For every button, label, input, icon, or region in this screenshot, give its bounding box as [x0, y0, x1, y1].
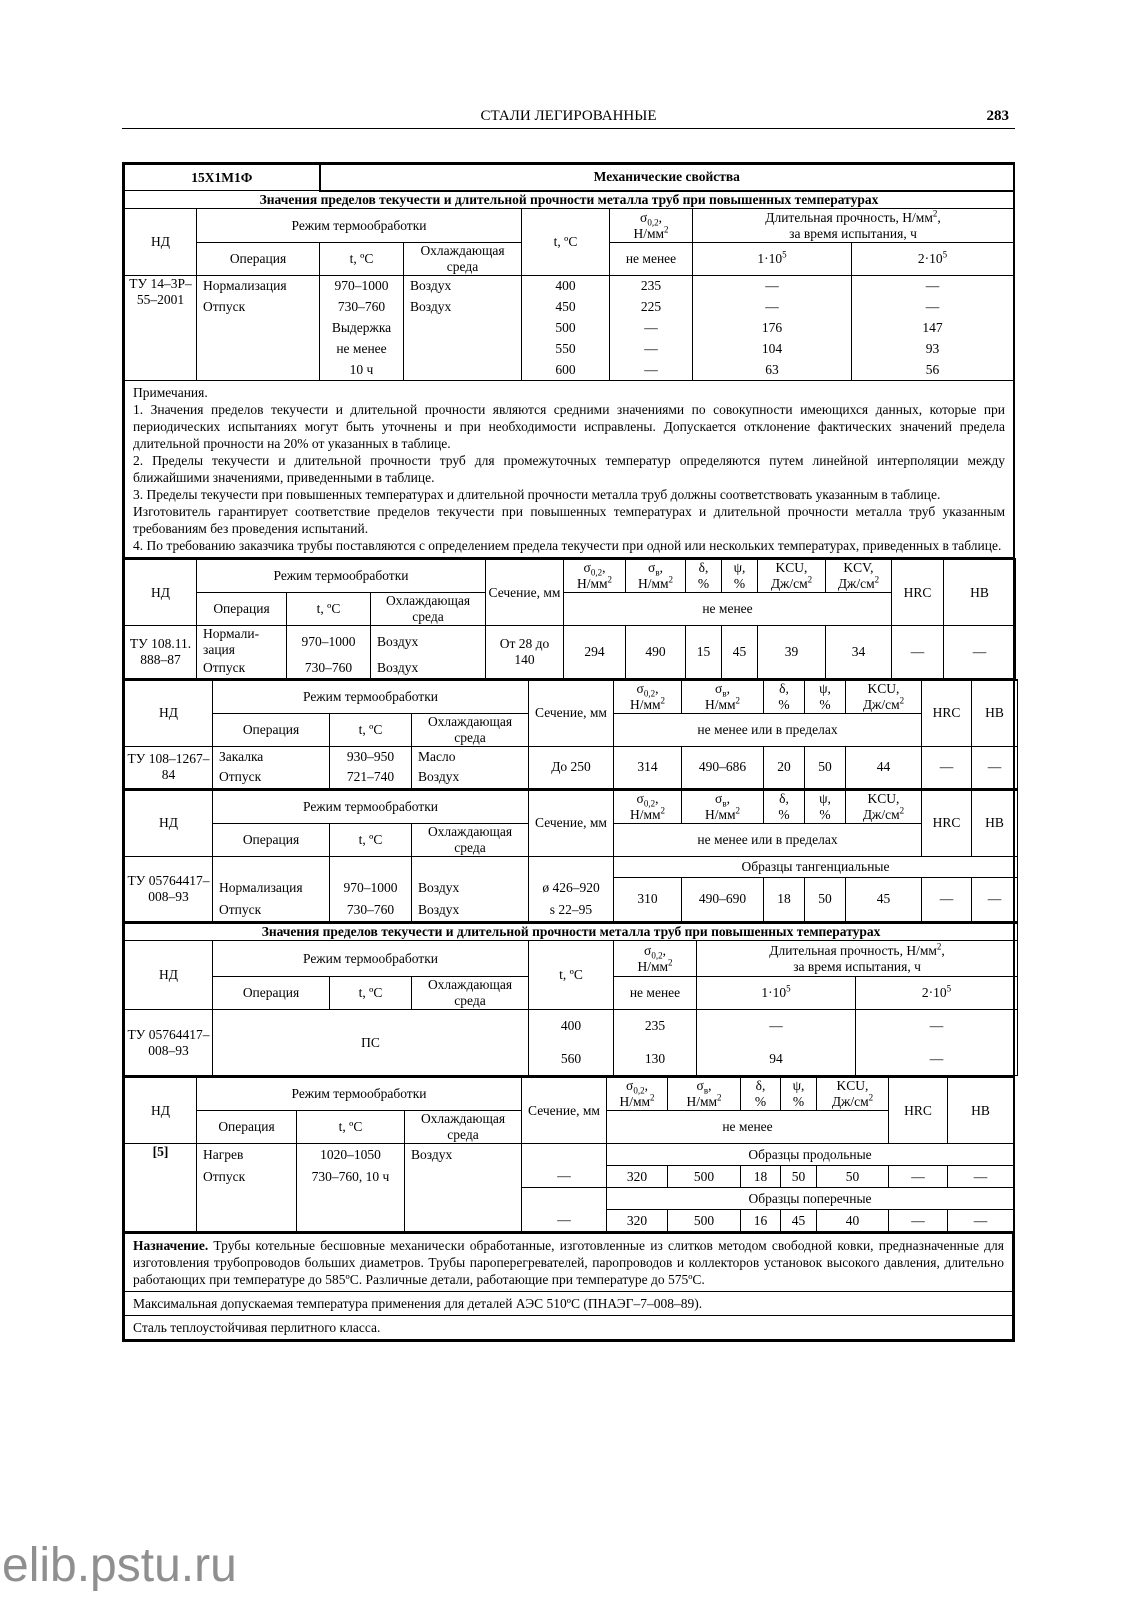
col-section: Сечение, мм — [522, 1077, 607, 1144]
col-section: Сечение, мм — [529, 680, 614, 747]
note-5: 4. По требованию заказчика трубы поставляются с определением предела текучести при одной или нескольких температурах, приведенных в таблице. — [133, 538, 1002, 553]
t1-cell: 400 — [522, 276, 610, 297]
t6-cell: 16 — [741, 1210, 781, 1232]
t6-cell: — — [522, 1210, 607, 1232]
purpose-main — [133, 1237, 1004, 1288]
t1-op-1: Отпуск — [197, 297, 320, 318]
t6-cell: 45 — [781, 1210, 817, 1232]
t6-env-0: Воздух — [405, 1144, 522, 1166]
t6-blank — [405, 1210, 522, 1232]
col-hb: НВ — [944, 559, 1016, 626]
table1-title: Значения пределов текучести и длительной прочности металла труб при повышенных температурах — [125, 191, 1014, 209]
table-mech-tu-108-1267 — [124, 679, 1018, 789]
col-mode: Режим термообработки — [197, 1077, 522, 1111]
t6-blank — [522, 1144, 607, 1166]
t6-cell: — — [948, 1166, 1014, 1188]
t4-blank — [412, 856, 529, 877]
t1-cell: — — [693, 276, 852, 297]
t2-cell: 39 — [758, 626, 826, 679]
t3-nd: ТУ 108–1267–84 — [125, 746, 213, 788]
col-env: Охлаждающая среда — [405, 1111, 522, 1144]
table5-title: Значения пределов текучести и длительной прочности металла труб при повышенных температурах — [125, 923, 1018, 941]
table-mech-ref5 — [124, 1076, 1014, 1232]
t5-cell: 400 — [529, 1010, 614, 1043]
t1-cell: — — [610, 318, 693, 339]
t3-cell: 314 — [614, 746, 682, 788]
watermark: elib.pstu.ru — [2, 1539, 237, 1592]
t6-cell: 40 — [817, 1210, 889, 1232]
col-delta: δ, % — [764, 790, 805, 824]
col-operation: Операция — [213, 713, 330, 746]
col-sigma02: $\sigma_{0,2}$, $Н/мм^2$ — [607, 1077, 668, 1111]
t6-cell: — — [889, 1210, 948, 1232]
t1-blank — [404, 318, 522, 339]
t1-cell: 176 — [693, 318, 852, 339]
col-delta: δ, % — [764, 680, 805, 714]
col-nd: НД — [125, 1077, 197, 1144]
col-operation: Операция — [213, 977, 330, 1010]
purpose-line3: Сталь теплоустойчивая перлитного класса. — [125, 1316, 1013, 1340]
t6-blank — [405, 1166, 522, 1188]
t4-t-1: 730–760 — [330, 899, 412, 921]
t6-cell: — — [522, 1166, 607, 1188]
purpose-text: Трубы котельные бесшовные механически обработанные, изготовленные из слитков методом свободной ковки, предназначенные для изготовления трубопроводов больших диаметров. Трубы пароперегревателей, паропроводов и коллекторов установок высокого давления, длительно работающих при температуре до 585ºС. Различные детали, работающие при температуре до 575ºС. — [133, 1238, 1004, 1287]
t2-t-1: 730–760 — [287, 658, 371, 678]
col-hrc: HRC — [889, 1077, 948, 1144]
t5-cell: — — [856, 1010, 1018, 1043]
t4-cell: — — [922, 877, 972, 921]
col-t: t, ºС — [320, 243, 404, 276]
t2-env-0: Воздух — [371, 626, 486, 659]
t4-t-0: 970–1000 — [330, 877, 412, 899]
table-elevated-temp-1 — [124, 164, 1014, 558]
t3-cell: — — [972, 746, 1018, 788]
t1-env-1: Воздух — [404, 297, 522, 318]
t6-cell: 18 — [741, 1166, 781, 1188]
t1-cell: 56 — [852, 360, 1014, 381]
col-hrc: HRC — [922, 680, 972, 747]
col-sigmab: $\sigma_в$, $Н/мм^2$ — [682, 680, 764, 714]
t2-cell: 490 — [626, 626, 686, 679]
t6-op-1: Отпуск — [197, 1166, 297, 1188]
col-2e5: $2\cdot 10^5$ — [852, 243, 1014, 276]
t2-cell: 34 — [826, 626, 892, 679]
col-1e5: $1\cdot 10^5$ — [693, 243, 852, 276]
col-range: не менее или в пределах — [614, 823, 922, 856]
col-env: Охлаждающая среда — [371, 593, 486, 626]
t5-cell: 130 — [614, 1043, 697, 1076]
t1-cell: 550 — [522, 339, 610, 360]
col-kcv: KCV, $Дж/см^2$ — [826, 559, 892, 593]
col-operation: Операция — [197, 243, 320, 276]
purpose-label: Назначение. — [133, 1238, 209, 1253]
steel-card — [122, 162, 1015, 1342]
col-nd: НД — [125, 941, 213, 1010]
t1-nd: ТУ 14–3Р–55–2001 — [125, 276, 197, 381]
t4-cell: 50 — [805, 877, 846, 921]
t3-cell: 44 — [846, 746, 922, 788]
t4-blank — [330, 856, 412, 877]
t5-mode: ПС — [213, 1010, 529, 1076]
col-mode: Режим термообработки — [197, 209, 522, 243]
col-kcu: KCU, $Дж/см^2$ — [817, 1077, 889, 1111]
t2-cell: 15 — [686, 626, 722, 679]
t1-cell: 147 — [852, 318, 1014, 339]
col-sigmab: $\sigma_в$, $Н/мм^2$ — [668, 1077, 741, 1111]
col-sigmab: $\sigma_в$, $Н/мм^2$ — [682, 790, 764, 824]
t5-cell: — — [697, 1010, 856, 1043]
t1-cell: — — [852, 276, 1014, 297]
t4-section-1: s 22–95 — [529, 899, 614, 921]
t3-cell: 490–686 — [682, 746, 764, 788]
note-2: 2. Пределы текучести и длительной прочности труб для промежуточных температур определяются путем линейной интерполяции между ближайшими значениями, приведенными в таблице. — [133, 453, 1006, 485]
col-delta: δ, % — [686, 559, 722, 593]
t6-nd: [5] — [125, 1144, 197, 1232]
t1-t-1: 730–760 — [320, 297, 404, 318]
col-min: не менее — [564, 593, 892, 626]
t6-cell: 50 — [817, 1166, 889, 1188]
t1-op-0: Нормализация — [197, 276, 320, 297]
purpose-block — [125, 1233, 1013, 1292]
t6-cell: 50 — [781, 1166, 817, 1188]
col-t: t, ºС — [287, 593, 371, 626]
t2-cell: 45 — [722, 626, 758, 679]
col-temp: t, ºС — [522, 209, 610, 276]
t3-env-1: Воздух — [412, 767, 529, 788]
col-long-strength: Длительная прочность, $Н/мм^2$, за время испытания, ч — [697, 941, 1018, 977]
col-operation: Операция — [213, 823, 330, 856]
col-min: не менее — [614, 977, 697, 1010]
t1-cell: 450 — [522, 297, 610, 318]
col-t: t, ºС — [330, 823, 412, 856]
col-hb: НВ — [972, 790, 1018, 857]
t4-env-1: Воздух — [412, 899, 529, 921]
t1-t-2: Выдержка — [320, 318, 404, 339]
t1-cell: 104 — [693, 339, 852, 360]
col-hb: НВ — [972, 680, 1018, 747]
t3-section: До 250 — [529, 746, 614, 788]
col-hrc: HRC — [922, 790, 972, 857]
col-kcu: KCU, $Дж/см^2$ — [846, 680, 922, 714]
col-psi: ψ, % — [805, 790, 846, 824]
t6-blank — [197, 1210, 297, 1232]
t4-blank — [529, 856, 614, 877]
page-header — [122, 106, 1015, 129]
t5-cell: — — [856, 1043, 1018, 1076]
t6-t-0: 1020–1050 — [297, 1144, 405, 1166]
table-elevated-temp-2 — [124, 922, 1018, 1077]
t4-op-0: Нормализация — [213, 877, 330, 899]
t4-cell: 18 — [764, 877, 805, 921]
t2-env-1: Воздух — [371, 658, 486, 678]
t3-cell: 50 — [805, 746, 846, 788]
col-env: Охлаждающая среда — [404, 243, 522, 276]
t6-cell: — — [889, 1166, 948, 1188]
col-operation: Операция — [197, 1111, 297, 1144]
col-temp: t, ºС — [529, 941, 614, 1010]
t3-t-0: 930–950 — [330, 746, 412, 767]
t2-cell: — — [892, 626, 944, 679]
t6-blank — [297, 1210, 405, 1232]
t6-blank — [197, 1188, 297, 1210]
col-operation: Операция — [197, 593, 287, 626]
t5-cell: 235 — [614, 1010, 697, 1043]
t3-t-1: 721–740 — [330, 767, 412, 788]
col-mode: Режим термообработки — [213, 680, 529, 714]
t6-sub-longitudinal: Образцы продольные — [607, 1144, 1014, 1166]
t1-t-0: 970–1000 — [320, 276, 404, 297]
t1-cell: 500 — [522, 318, 610, 339]
note-0: Примечания. — [133, 385, 208, 400]
col-kcu: KCU, $Дж/см^2$ — [758, 559, 826, 593]
col-mode: Режим термообработки — [213, 941, 529, 977]
col-sigma02: $\sigma_{0,2}$, $Н/мм^2$ — [610, 209, 693, 243]
notes-block — [125, 381, 1014, 558]
t6-t-1: 730–760, 10 ч — [297, 1166, 405, 1188]
col-nd: НД — [125, 209, 197, 276]
note-4: Изготовитель гарантирует соответствие пределов текучести при повышенных температурах и длительной прочности металла труб указанным требованиям без проведения испытаний. — [133, 504, 1006, 536]
col-range: не менее или в пределах — [614, 713, 922, 746]
t4-subhead: Образцы тангенциальные — [614, 856, 1018, 877]
col-section: Сечение, мм — [529, 790, 614, 857]
t1-blank — [404, 339, 522, 360]
col-sigma02: $\sigma_{0,2}$, $Н/мм^2$ — [614, 941, 697, 977]
col-hb: НВ — [948, 1077, 1014, 1144]
col-min: не менее — [610, 243, 693, 276]
t6-blank — [522, 1188, 607, 1210]
col-long-strength: Длительная прочность, $Н/мм^2$, за время испытания, ч — [693, 209, 1014, 243]
t1-cell: 225 — [610, 297, 693, 318]
t6-blank — [297, 1188, 405, 1210]
t5-cell: 94 — [697, 1043, 856, 1076]
t4-cell: — — [972, 877, 1018, 921]
purpose-line2: Максимальная допускаемая температура применения для деталей АЭС 510ºС (ПНАЭГ–7–008–89). — [125, 1292, 1013, 1316]
col-delta: δ, % — [741, 1077, 781, 1111]
t1-cell: — — [610, 339, 693, 360]
col-nd: НД — [125, 680, 213, 747]
purpose-table — [124, 1232, 1013, 1340]
col-env: Охлаждающая среда — [412, 977, 529, 1010]
col-psi: ψ, % — [781, 1077, 817, 1111]
col-section: Сечение, мм — [486, 559, 564, 626]
t4-cell: 310 — [614, 877, 682, 921]
t4-nd: ТУ 05764417–008–93 — [125, 856, 213, 921]
t4-cell: 490–690 — [682, 877, 764, 921]
t3-op-0: Закалка — [213, 746, 330, 767]
t6-op-0: Нагрев — [197, 1144, 297, 1166]
t1-blank — [197, 318, 320, 339]
t3-cell: 20 — [764, 746, 805, 788]
col-1e5: $1\cdot 10^5$ — [697, 977, 856, 1010]
t6-cell: 500 — [668, 1210, 741, 1232]
t4-section-0: ø 426–920 — [529, 877, 614, 899]
t5-nd: ТУ 05764417–008–93 — [125, 1010, 213, 1076]
running-title: СТАЛИ ЛЕГИРОВАННЫЕ — [480, 108, 657, 124]
t1-cell: — — [693, 297, 852, 318]
t4-op-1: Отпуск — [213, 899, 330, 921]
t2-t-0: 970–1000 — [287, 626, 371, 659]
section-title: Механические свойства — [320, 165, 1014, 191]
t1-blank — [404, 360, 522, 381]
col-sigma02: $\sigma_{0,2}$, $Н/мм^2$ — [614, 680, 682, 714]
grade-label: 15Х1М1Ф — [125, 165, 320, 191]
t6-cell: 500 — [668, 1166, 741, 1188]
col-sigmab: $\sigma_в$, $Н/мм^2$ — [626, 559, 686, 593]
col-psi: ψ, % — [805, 680, 846, 714]
page-number: 283 — [986, 108, 1009, 124]
t1-t-3: не менее — [320, 339, 404, 360]
col-mode: Режим термообработки — [197, 559, 486, 593]
col-mode: Режим термообработки — [213, 790, 529, 824]
t1-cell: 235 — [610, 276, 693, 297]
t1-t-4: 10 ч — [320, 360, 404, 381]
col-t: t, ºС — [330, 713, 412, 746]
col-nd: НД — [125, 790, 213, 857]
t2-nd: ТУ 108.11. 888–87 — [125, 626, 197, 679]
col-hrc: HRC — [892, 559, 944, 626]
note-1: 1. Значения пределов текучести и длительной прочности являются средними значениями по совокупности имеющихся данных, которые при периодических испытаниях могут быть уточнены и при необходимости исправлены. Допускается отклонение фактических значений предела длительной прочности на 20% от указанных в таблице. — [133, 402, 1006, 451]
t1-cell: — — [610, 360, 693, 381]
t3-op-1: Отпуск — [213, 767, 330, 788]
t2-op-1: Отпуск — [197, 658, 287, 678]
t1-cell: — — [852, 297, 1014, 318]
col-2e5: $2\cdot 10^5$ — [856, 977, 1018, 1010]
table-mech-tu-108-11 — [124, 558, 1016, 679]
t1-cell: 63 — [693, 360, 852, 381]
col-psi: ψ, % — [722, 559, 758, 593]
t5-cell: 560 — [529, 1043, 614, 1076]
col-env: Охлаждающая среда — [412, 823, 529, 856]
t3-cell: — — [922, 746, 972, 788]
t4-cell: 45 — [846, 877, 922, 921]
table-mech-tu-05764417 — [124, 789, 1018, 922]
col-t: t, ºС — [297, 1111, 405, 1144]
t2-section: От 28 до 140 — [486, 626, 564, 679]
col-env: Охлаждающая среда — [412, 713, 529, 746]
col-t: t, ºС — [330, 977, 412, 1010]
t4-env-0: Воздух — [412, 877, 529, 899]
col-sigma02: $\sigma_{0,2}$, $Н/мм^2$ — [564, 559, 626, 593]
t6-cell: 320 — [607, 1210, 668, 1232]
col-min: не менее — [607, 1111, 889, 1144]
t4-blank — [213, 856, 330, 877]
t1-blank — [197, 339, 320, 360]
t6-blank — [405, 1188, 522, 1210]
note-3: 3. Пределы текучести при повышенных температурах и длительной прочности металла труб должны соответствовать указанным в таблице. — [133, 487, 941, 502]
t1-cell: 600 — [522, 360, 610, 381]
t2-cell: — — [944, 626, 1016, 679]
t2-op-0: Нормали-зация — [197, 626, 287, 659]
t1-env-0: Воздух — [404, 276, 522, 297]
col-nd: НД — [125, 559, 197, 626]
t6-sub-transverse: Образцы поперечные — [607, 1188, 1014, 1210]
t6-cell: 320 — [607, 1166, 668, 1188]
t1-cell: 93 — [852, 339, 1014, 360]
t3-env-0: Масло — [412, 746, 529, 767]
col-kcu: KCU, $Дж/см^2$ — [846, 790, 922, 824]
col-sigma02: $\sigma_{0,2}$, $Н/мм^2$ — [614, 790, 682, 824]
t1-blank — [197, 360, 320, 381]
t6-cell: — — [948, 1210, 1014, 1232]
t2-cell: 294 — [564, 626, 626, 679]
